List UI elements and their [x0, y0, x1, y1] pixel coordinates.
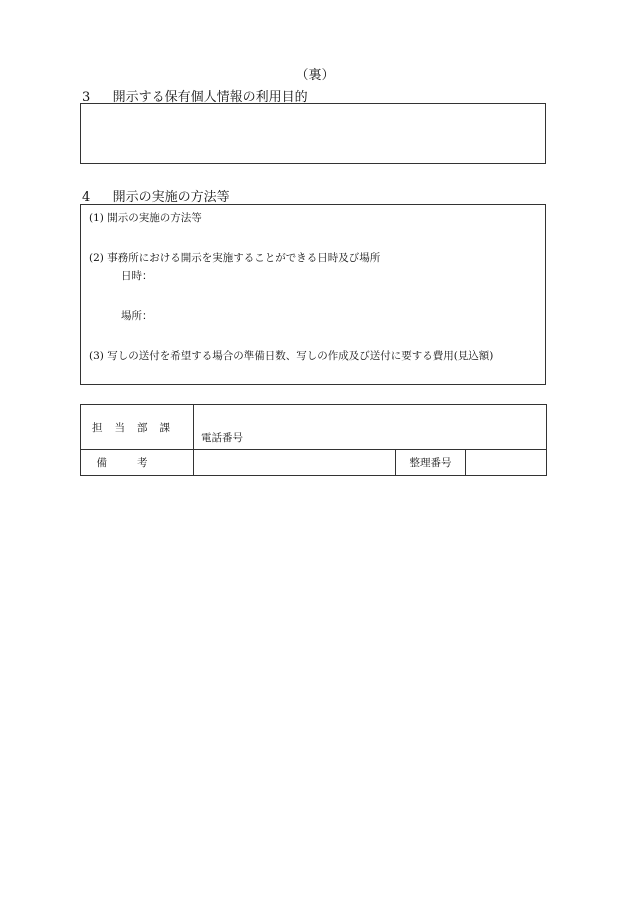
file-number-label: 整理番号: [409, 457, 452, 469]
section-4-title-text: 開示の実施の方法等: [112, 190, 230, 205]
remarks-value-cell[interactable]: [194, 450, 396, 476]
section-3-title-text: 開示する保有個人情報の利用目的: [112, 90, 308, 105]
place-label: 場所：: [121, 310, 153, 322]
department-label-cell: [81, 405, 194, 450]
purpose-box[interactable]: [80, 103, 546, 164]
office-info-table: [80, 404, 547, 476]
section-4-title: [82, 186, 230, 205]
page-side-label: （裏）: [295, 68, 335, 83]
phone-label: 電話番号: [201, 432, 243, 444]
remarks-label-cell: [81, 450, 194, 476]
file-number-value-cell[interactable]: [466, 450, 547, 476]
file-number-label-cell: [396, 450, 466, 476]
section-4-number: 4: [82, 190, 91, 205]
item-3-copy-shipping: (3) 写しの送付を希望する場合の準備日数、写しの作成及び送付に要する費用(見込額): [89, 350, 494, 362]
item-2-datetime-place: (2) 事務所における開示を実施することができる日時及び場所: [89, 252, 381, 264]
disclosure-method-box: [80, 204, 546, 385]
department-label: 担当部課: [92, 421, 182, 434]
section-3-number: 3: [82, 90, 91, 105]
datetime-label: 日時：: [121, 270, 153, 282]
remarks-label: 備考: [96, 457, 178, 469]
item-1-method: (1) 開示の実施の方法等: [89, 212, 202, 224]
department-row: [81, 405, 547, 450]
remarks-row: [81, 450, 547, 476]
department-value-cell[interactable]: [194, 405, 547, 450]
